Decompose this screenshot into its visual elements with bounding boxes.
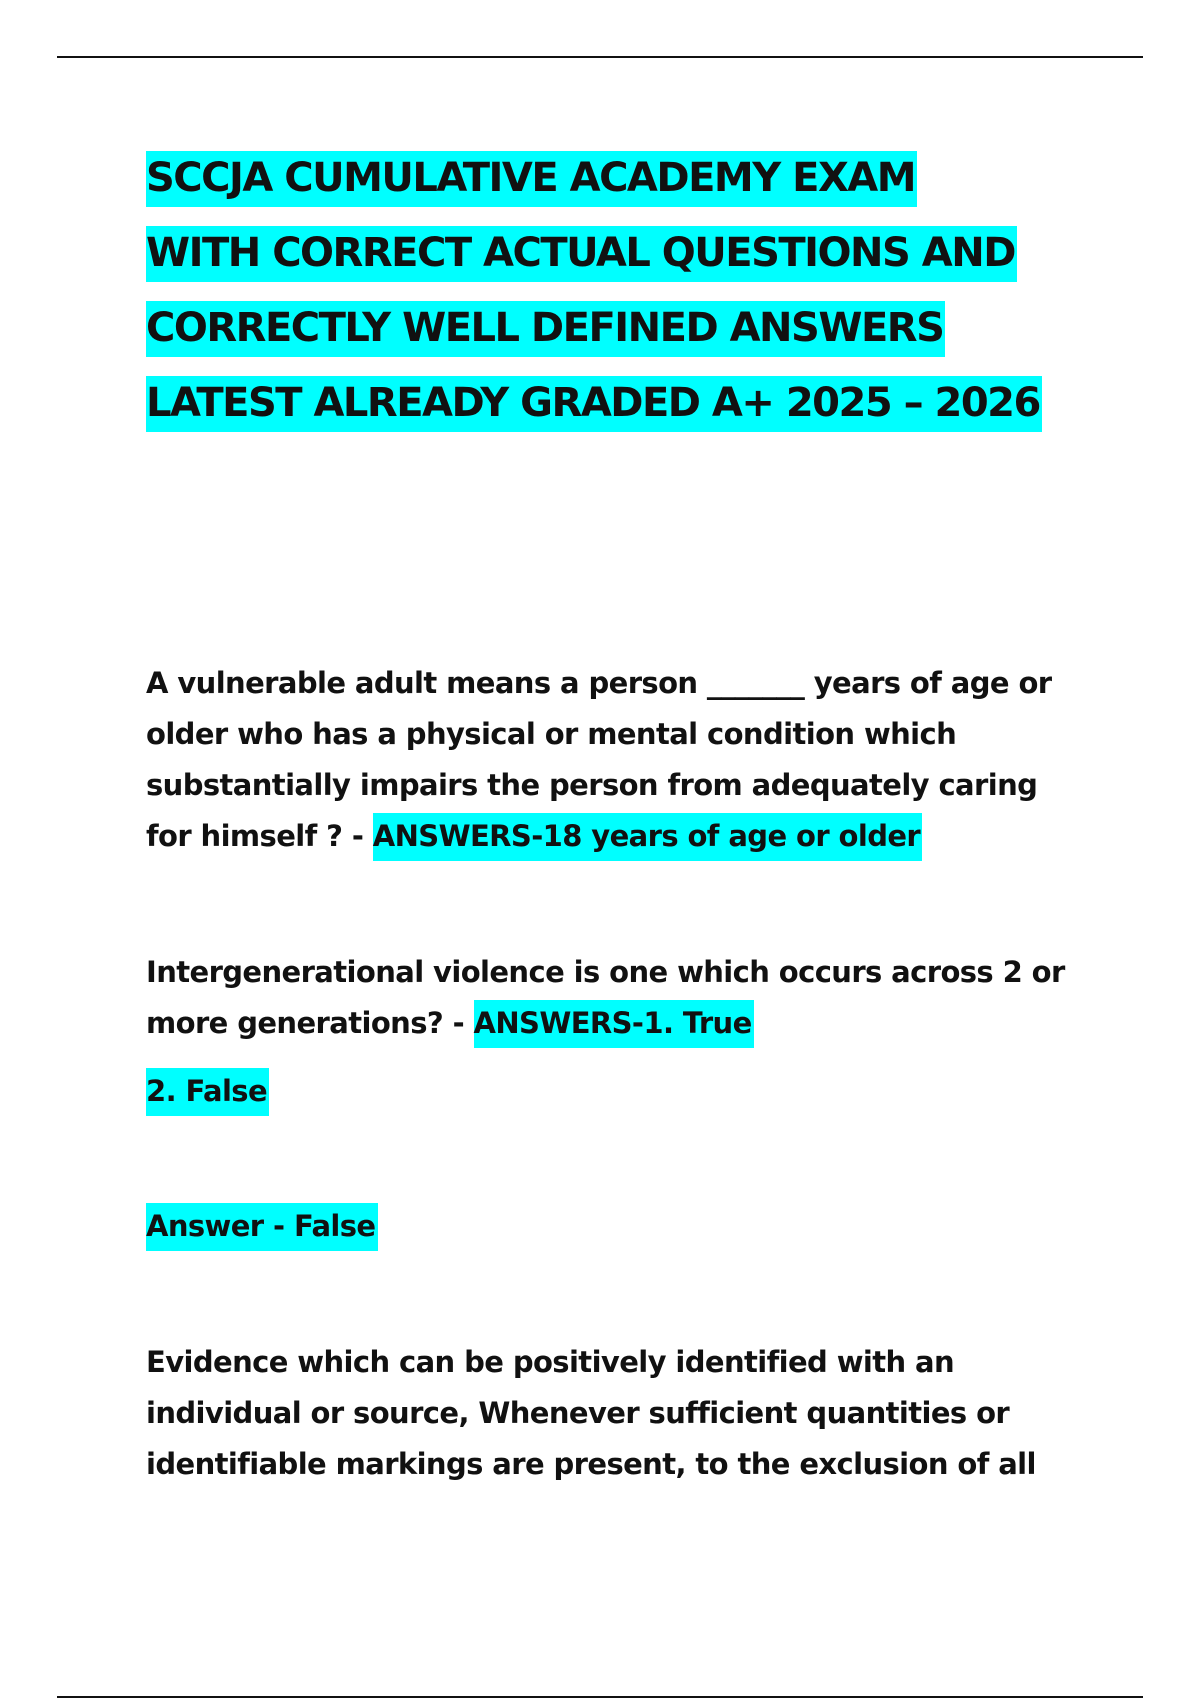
answer-2-final-line: [146, 1201, 1076, 1252]
answer-1: ANSWERS-18 years of age or older: [373, 813, 922, 861]
question-2: [146, 947, 1076, 1049]
answer-2-option-2: 2. False: [146, 1068, 269, 1116]
title-line-1: SCCJA CUMULATIVE ACADEMY EXAM: [146, 151, 917, 207]
question-2-text: Intergenerational violence is one which occurs across 2 or more generations? -: [146, 955, 1065, 1040]
answer-2-option-1: ANSWERS-1. True: [474, 1000, 754, 1048]
title-line-3: CORRECTLY WELL DEFINED ANSWERS: [146, 301, 945, 357]
question-3-text: Evidence which can be positively identified with an individual or source, Whenever sufficient quantities or identifiable markings are present, to the exclusion of all: [146, 1345, 1036, 1481]
answer-2-final: Answer - False: [146, 1203, 378, 1251]
question-3: [146, 1337, 1076, 1490]
question-1-text: A vulnerable adult means a person _______ years of age or older who has a physical or mental condition which substantially impairs the person from adequately caring for himself ? -: [146, 666, 1052, 853]
title-line-2: WITH CORRECT ACTUAL QUESTIONS AND: [146, 226, 1017, 282]
bottom-divider: [57, 1696, 1143, 1698]
answer-2-option-2-line: [146, 1066, 1076, 1117]
title-line-4: LATEST ALREADY GRADED A+ 2025 – 2026: [146, 376, 1042, 432]
top-divider: [57, 56, 1143, 58]
question-1: [146, 658, 1076, 862]
document-title: [146, 141, 1106, 441]
